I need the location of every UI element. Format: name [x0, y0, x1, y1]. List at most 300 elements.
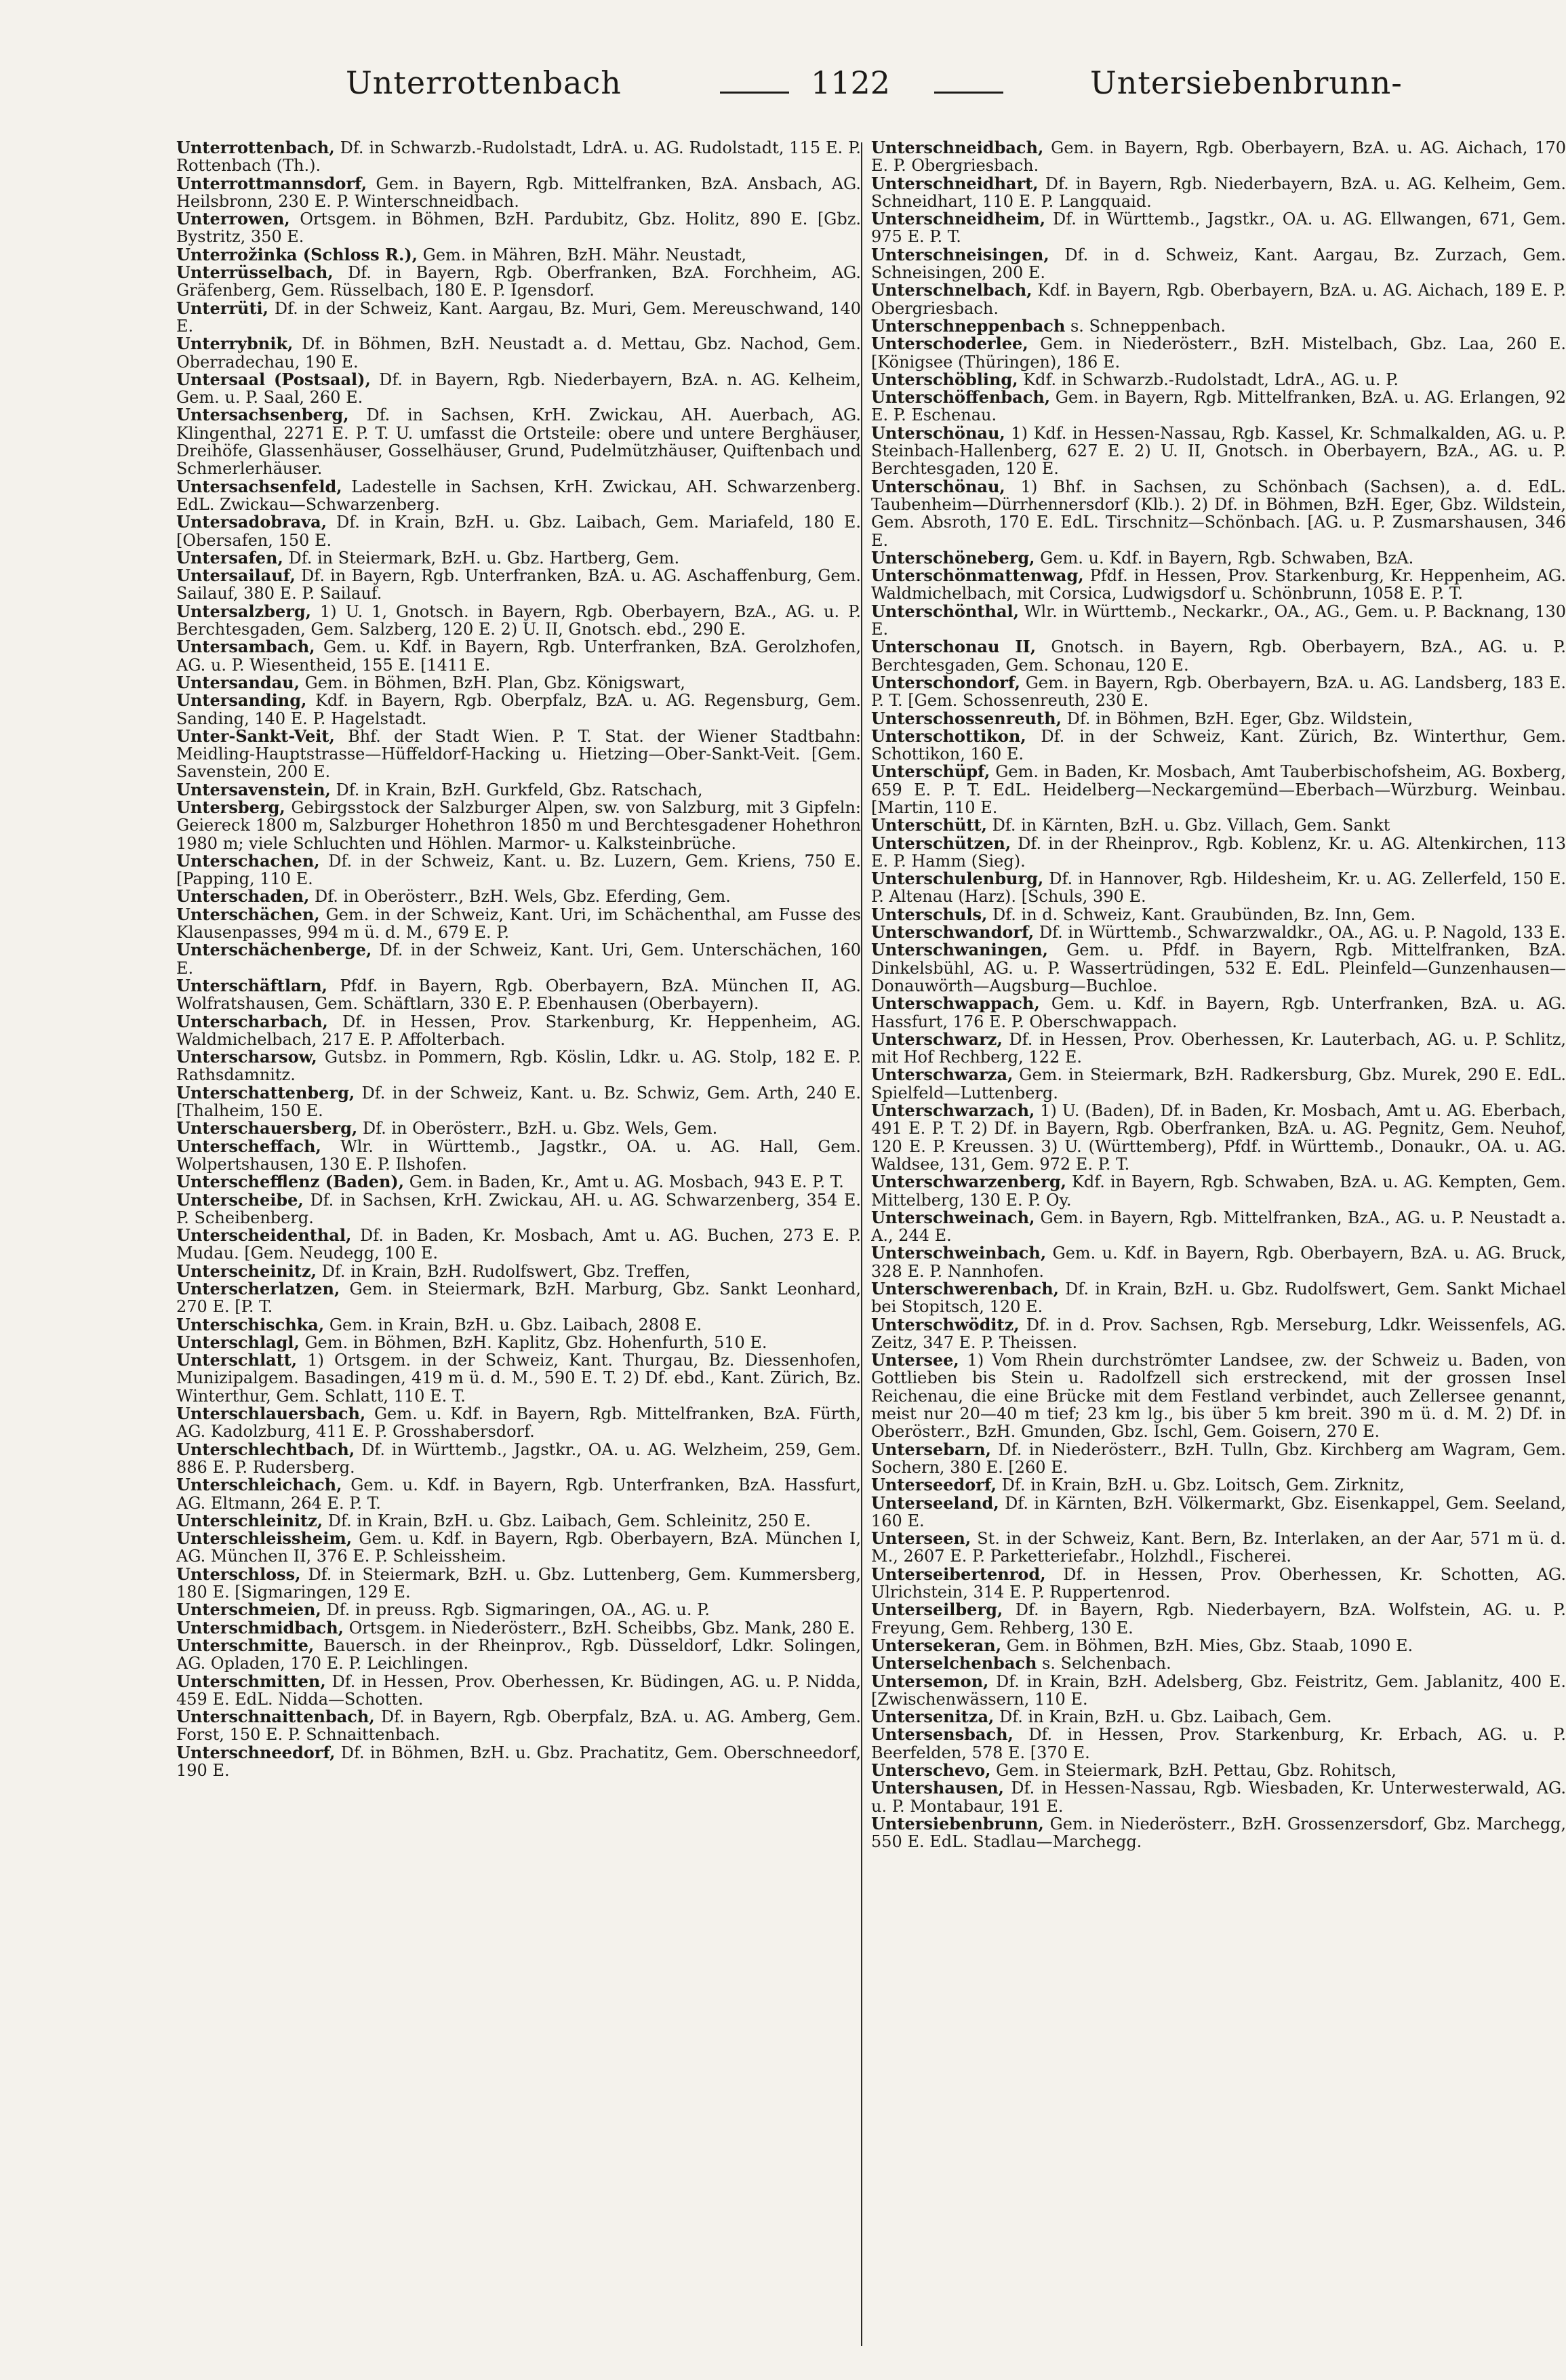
- entry-headword: Untersanding,: [176, 690, 307, 711]
- entry-headword: Unterschuls,: [871, 904, 988, 924]
- entry-headword: Untersebarn,: [871, 1439, 991, 1459]
- entry-text: Gem. in Bayern, Rgb. Oberbayern, BzA. u. AG. Aichach, 170 E. P. Obergriesbach.: [871, 139, 1566, 176]
- entry-headword: Unterschlagl,: [176, 1332, 300, 1352]
- left-column: [176, 139, 861, 2353]
- entry-text: Kdf. in Bayern, Rgb. Oberbayern, BzA. u. AG. Aichach, 189 E. P. Obergriesbach.: [871, 281, 1566, 318]
- column-divider: [861, 142, 862, 2346]
- entry-headword: Unterseeland,: [871, 1492, 999, 1513]
- entry-headword: Untersadobrava,: [176, 512, 327, 532]
- entry-text: Ortsgem. in Niederösterr., BzH. Scheibbs, Gbz. Mank, 280 E.: [344, 1618, 855, 1638]
- gazetteer-entry: [871, 906, 1566, 924]
- gazetteer-entry: [871, 1726, 1566, 1762]
- gazetteer-entry: [176, 1351, 861, 1405]
- entry-headword: Unterschleichach,: [176, 1475, 342, 1495]
- gazetteer-entry: [871, 1173, 1566, 1209]
- gazetteer-entry: [871, 1566, 1566, 1602]
- gazetteer-entry: [176, 781, 861, 799]
- entry-headword: Unterseilberg,: [871, 1600, 1003, 1620]
- entry-text: Wlr. in Württemb., Neckarkr., OA., AG., Gem. u. P. Backnang, 130 E.: [871, 601, 1566, 639]
- gazetteer-entry: [871, 941, 1566, 995]
- entry-text: Df. in Niederösterr., BzH. Tulln, Gbz. Kirchberg am Wagram, Gem. Sochern, 380 E. [260 E.: [871, 1440, 1566, 1477]
- entry-text: Df. in Steiermark, BzH. u. Gbz. Hartberg, Gem.: [283, 548, 680, 568]
- gazetteer-entry: [871, 1708, 1566, 1726]
- gazetteer-entry: [176, 300, 861, 336]
- entry-text: Df. in d. Prov. Sachsen, Rgb. Merseburg, Ldkr. Weissenfels, AG. Zeitz, 347 E. P. Theissen.: [871, 1315, 1566, 1352]
- entry-text: Gem. in der Schweiz, Kant. Uri, im Schächenthal, am Fusse des Klausenpasses, 994 m ü. d. M., 679 E. P.: [176, 905, 861, 943]
- gazetteer-entry: [871, 1637, 1566, 1654]
- entry-text: Gnotsch. in Bayern, Rgb. Oberbayern, BzA., AG. u. P. Berchtesgaden, Gem. Schonau, 120 E.: [871, 637, 1566, 675]
- gazetteer-entry: [871, 1815, 1566, 1851]
- entry-text: 1) Vom Rhein durchströmter Landsee, zw. der Schweiz u. Baden, von Gottlieben bis Stein u. Radolfzell sich erstreckend, mit der grossen Insel Reichenau, die eine Brücke mit dem Festland verbindet, auch Zellersee genannt, meist nur 20—40 m tief; 23 km lg., bis über 5 km breit. 390 m ü. d. M. 2) Df. in Oberösterr., BzH. Gmunden, Gbz. Ischl, Gem. Goisern, 270 E.: [871, 1351, 1566, 1442]
- entry-headword: Unterschwöditz,: [871, 1314, 1020, 1334]
- gazetteer-entry: [871, 389, 1566, 424]
- entry-text: Gebirgsstock der Salzburger Alpen, sw. von Salzburg, mit 3 Gipfeln: Geiereck 1800 m, Salzburger Hohethron 1850 m und Berchtesgadener Hohethron 1980 m; viele Schluchten und Höhlen. Marmor- u. Kalksteinbrüche.: [176, 797, 861, 853]
- entry-headword: Unterschüpf,: [871, 761, 990, 782]
- entry-headword: Untersberg,: [176, 797, 285, 817]
- entry-text: Gem. u. Pfdf. in Bayern, Rgb. Mittelfranken, BzA. Dinkelsbühl, AG. u. P. Wassertrüdingen, 532 E. EdL. Pleinfeld—Gunzenhausen—Donauwörth—Augsburg—Buchloe.: [871, 940, 1566, 995]
- entry-text: Df. in Böhmen, BzH. u. Gbz. Prachatitz, Gem. Oberschneedorf, 190 E.: [176, 1743, 861, 1781]
- entry-text: Gem. in Bayern, Rgb. Mittelfranken, BzA., AG. u. P. Neustadt a. A., 244 E.: [871, 1208, 1566, 1246]
- entry-text: Df. in der Schweiz, Kant. u. Bz. Luzern, Gem. Kriens, 750 E. [Papping, 110 E.: [176, 851, 861, 889]
- entry-text: Df. in Württemb., Jagstkr., OA. u. AG. Welzheim, 259, Gem. 886 E. P. Rudersberg.: [176, 1440, 861, 1477]
- entry-text: Ortsgem. in Böhmen, BzH. Pardubitz, Gbz. Holitz, 890 E. [Gbz. Bystritz, 350 E.: [176, 210, 861, 247]
- entry-text: Df. in Steiermark, BzH. u. Gbz. Luttenberg, Gem. Kummersberg, 180 E. [Sigmaringen, 129 E.: [176, 1564, 861, 1602]
- gazetteer-entry: [176, 567, 861, 603]
- entry-headword: Unterschneedorf,: [176, 1742, 336, 1762]
- gazetteer-entry: [176, 888, 861, 905]
- entry-headword: Untersalzberg,: [176, 601, 312, 621]
- entry-text: Bhf. der Stadt Wien. P. T. Stat. der Wiener Stadtbahn: Meidling-Hauptstrasse—Hüffeldorf-Hacking u. Hietzing—Ober-Sankt-Veit. [Gem. Savenstein, 200 E.: [176, 726, 861, 782]
- entry-headword: Unterschulenburg,: [871, 869, 1044, 889]
- entry-headword: Unterscheinitz,: [176, 1261, 317, 1281]
- entry-headword: Unterschattenberg,: [176, 1082, 355, 1103]
- gazetteer-entry: [176, 1334, 861, 1351]
- entry-headword: Untersambach,: [176, 637, 315, 657]
- entry-headword: Unterschönthal,: [871, 601, 1019, 621]
- entry-headword: Unterselchenbach: [871, 1653, 1037, 1673]
- entry-headword: Unterschöneberg,: [871, 547, 1035, 568]
- gazetteer-entry: [176, 406, 861, 477]
- entry-headword: Unterscheibe,: [176, 1189, 304, 1210]
- gazetteer-entry: [871, 1654, 1566, 1672]
- entry-text: Gem. in Böhmen, BzH. Mies, Gbz. Staab, 1090 E.: [1001, 1635, 1413, 1655]
- entry-text: Df. in Württemb., Schwarzwaldkr., OA., AG. u. P. Nagold, 133 E.: [1034, 923, 1566, 943]
- gazetteer-entry: [871, 139, 1566, 175]
- gazetteer-entry: [871, 674, 1566, 710]
- gazetteer-entry: [176, 1191, 861, 1227]
- entry-headword: Untersenitza,: [871, 1707, 995, 1727]
- entry-text: Df. in Hessen-Nassau, Rgb. Wiesbaden, Kr. Unterwesterwald, AG. u. P. Montabaur, 191 E.: [871, 1779, 1566, 1816]
- entry-text: Gem. in Mähren, BzH. Mähr. Neustadt,: [418, 245, 747, 264]
- gazetteer-entry: [176, 549, 861, 567]
- entry-text: Df. in Schwarzb.-Rudolstadt, LdrA. u. AG. Rudolstadt, 115 E. P. Rottenbach (Th.).: [176, 139, 861, 176]
- entry-headword: Unterschmeien,: [176, 1600, 321, 1620]
- right-column: [871, 139, 1566, 2353]
- entry-text: Gem. u. Kdf. in Bayern, Rgb. Unterfranken, BzA. u. AG. Hassfurt, 176 E. P. Oberschwappach.: [871, 994, 1566, 1031]
- entry-headword: Unterschaden,: [176, 886, 310, 907]
- entry-headword: Unter-Sankt-Veit,: [176, 726, 335, 746]
- gazetteer-entry: [176, 1708, 861, 1744]
- entry-headword: Unterschweinbach,: [871, 1243, 1047, 1263]
- entry-text: Df. in Bayern, Rgb. Oberpfalz, BzA. u. AG. Amberg, Gem. Forst, 150 E. P. Schnaittenbach.: [176, 1707, 861, 1745]
- gazetteer-entry: [176, 210, 861, 246]
- entry-text: Df. in Hessen, Prov. Starkenburg, Kr. Heppenheim, AG. Waldmichelbach, 217 E. P. Affolterbach.: [176, 1012, 861, 1049]
- entry-text: Df. in Oberösterr., BzH. Wels, Gbz. Eferding, Gem.: [309, 887, 731, 907]
- entry-text: Gutsbz. in Pommern, Rgb. Köslin, Ldkr. u. AG. Stolp, 182 E. P. Rathsdamnitz.: [176, 1048, 861, 1085]
- entry-text: 1) Ortsgem. in der Schweiz, Kant. Thurgau, Bz. Diessenhofen, Munizipalgem. Basadingen, 419 m ü. d. M., 590 E. T. 2) Df. ebd., Kant. Zürich, Bz. Winterthur, Gem. Schlatt, 110 E. T.: [176, 1351, 861, 1406]
- entry-headword: Unterschönau,: [871, 422, 1005, 443]
- gazetteer-entry: [871, 816, 1566, 834]
- gazetteer-entry: [176, 478, 861, 514]
- entry-headword: Unterschwaningen,: [871, 940, 1049, 960]
- gazetteer-entry: [176, 906, 861, 942]
- gazetteer-entry: [176, 1048, 861, 1084]
- entry-headword: Unterschwandorf,: [871, 922, 1035, 943]
- gazetteer-entry: [176, 692, 861, 728]
- gazetteer-entry: [176, 674, 861, 692]
- entry-headword: Unterschnaittenbach,: [176, 1707, 375, 1727]
- entry-headword: Unterschloss,: [176, 1564, 301, 1584]
- gazetteer-entry: [871, 1066, 1566, 1102]
- entry-headword: Unterschmitten,: [176, 1671, 326, 1691]
- entry-text: Kdf. in Schwarzb.-Rudolstadt, LdrA., AG. u. P.: [1018, 370, 1399, 389]
- entry-headword: Unterrybnik,: [176, 334, 294, 354]
- entry-headword: Untersafen,: [176, 547, 283, 568]
- entry-headword: Unterschneppenbach: [871, 315, 1066, 336]
- entry-text: Df. in Krain, BzH. Rudolfswert, Gbz. Treffen,: [316, 1261, 691, 1281]
- entry-headword: Unterrottmannsdorf,: [176, 173, 367, 193]
- entry-text: Df. in Krain, BzH. Adelsberg, Gbz. Feistritz, Gem. Jablanitz, 400 E. [Zwischenwässern, 110 E.: [871, 1671, 1566, 1709]
- entry-headword: Unterschmitte,: [176, 1635, 315, 1655]
- entry-headword: Untersensbach,: [871, 1724, 1013, 1745]
- entry-text: 1) Bhf. in Sachsen, zu Schönbach (Sachsen), a. d. EdL. Taubenheim—Dürrhennersdorf (Klb.). 2) Df. in Böhmen, BzH. Eger, Gbz. Wildstein, Gem. Absroth, 170 E. EdL. Tirschnitz—Schönbach. [AG. u. P. Zusmarshausen, 346 E.: [871, 477, 1566, 550]
- gazetteer-entry: [176, 1084, 861, 1120]
- gazetteer-entry: [176, 371, 861, 407]
- gazetteer-entry: [176, 1280, 861, 1316]
- entry-text: Df. in Kärnten, BzH. Völkermarkt, Gbz. Eisenkappel, Gem. Seeland, 160 E.: [871, 1493, 1566, 1530]
- gazetteer-entry: [176, 977, 861, 1013]
- entry-text: s. Selchenbach.: [1037, 1654, 1171, 1673]
- gazetteer-entry: [176, 1138, 861, 1174]
- entry-text: Df. in Krain, BzH. u. Gbz. Loitsch, Gem. Zirknitz,: [997, 1475, 1405, 1495]
- page-header: [0, 64, 1566, 119]
- gazetteer-entry: [871, 1779, 1566, 1815]
- gazetteer-entry: [176, 728, 861, 781]
- gazetteer-entry: [871, 371, 1566, 389]
- gazetteer-entry: [176, 941, 861, 977]
- gazetteer-entry: [176, 264, 861, 300]
- gazetteer-entry: [871, 1601, 1566, 1637]
- gazetteer-entry: [871, 317, 1566, 335]
- gazetteer-entry: [871, 1244, 1566, 1280]
- entry-text: Gem. in Niederösterr., BzH. Mistelbach, Gbz. Laa, 260 E. [Königsee (Thüringen), 186 E.: [871, 334, 1566, 372]
- entry-text: Df. in Böhmen, BzH. Neustadt a. d. Mettau, Gbz. Nachod, Gem. Oberradechau, 190 E.: [176, 334, 861, 372]
- entry-headword: Unterschneidbach,: [871, 139, 1044, 157]
- entry-text: Gem. in Böhmen, BzH. Plan, Gbz. Königswart,: [300, 673, 685, 692]
- entry-text: Pfdf. in Bayern, Rgb. Oberbayern, BzA. München II, AG. Wolfratshausen, Gem. Schäftlarn, 330 E. P. Ebenhausen (Oberbayern).: [176, 976, 861, 1014]
- gazetteer-entry: [871, 924, 1566, 941]
- gazetteer-entry: [871, 281, 1566, 317]
- gazetteer-entry: [176, 1744, 861, 1780]
- entry-text: Kdf. in Bayern, Rgb. Schwaben, BzA. u. AG. Kempten, Gem. Mittelberg, 130 E. P. Oy.: [871, 1172, 1566, 1210]
- entry-text: Gem. u. Kdf. in Bayern, Rgb. Mittelfranken, BzA. Fürth, AG. Kadolzburg, 411 E. P. Grosshabersdorf.: [176, 1404, 861, 1442]
- entry-text: Df. in der Schweiz, Kant. Aargau, Bz. Muri, Gem. Mereuschwand, 140 E.: [176, 298, 861, 336]
- entry-text: Kdf. in Bayern, Rgb. Oberpfalz, BzA. u. AG. Regensburg, Gem. Sanding, 140 E. P. Hagelstadt.: [176, 691, 861, 728]
- gazetteer-entry: [176, 1441, 861, 1477]
- entry-headword: Unterschneisingen,: [871, 244, 1049, 264]
- entry-headword: Untershausen,: [871, 1778, 1004, 1798]
- entry-text: Bauersch. in der Rheinprov., Rgb. Düsseldorf, Ldkr. Solingen, AG. Opladen, 170 E. P. Leichlingen.: [176, 1635, 861, 1673]
- gazetteer-entry: [176, 1637, 861, 1673]
- gazetteer-entry: [871, 1102, 1566, 1173]
- entry-headword: Unterschütt,: [871, 815, 987, 835]
- entry-headword: Unterscheidenthal,: [176, 1225, 352, 1246]
- entry-text: Df. in Hessen, Prov. Oberhessen, Kr. Büdingen, AG. u. P. Nidda, 459 E. EdL. Nidda—Schotten.: [176, 1671, 861, 1709]
- entry-text: 1) U. (Baden), Df. in Baden, Kr. Mosbach, Amt u. AG. Eberbach, 491 E. P. T. 2) Df. in Bayern, Rgb. Oberfranken, BzA. u. AG. Pegnitz, Gem. Neuhof, 120 E. P. Kreussen. 3) U. (Württemberg), Pfdf. in Württemb., Donaukr., OA. u. AG. Waldsee, 131, Gem. 972 E. P. T.: [871, 1101, 1566, 1174]
- gazetteer-entry: [176, 799, 861, 852]
- entry-text: Pfdf. in Hessen, Prov. Starkenburg, Kr. Heppenheim, AG. Waldmichelbach, mit Corsica, Ludwigsdorf u. Schönbrunn, 1058 E. P. T.: [871, 566, 1566, 603]
- gazetteer-entry: [176, 1530, 861, 1566]
- running-head-left: Unterrottenbach: [346, 64, 622, 101]
- gazetteer-entry: [871, 1031, 1566, 1067]
- header-dash-left: [720, 92, 789, 94]
- running-head-right: Untersiebenbrunn-: [1090, 64, 1403, 101]
- gazetteer-entry: [176, 603, 861, 639]
- entry-text: Df. in Bayern, Rgb. Niederbayern, BzA. u. AG. Kelheim, Gem. Schneidhart, 110 E. P. Langquaid.: [871, 174, 1566, 211]
- entry-headword: Unterscharbach,: [176, 1011, 328, 1031]
- entry-headword: Unterseedorf,: [871, 1475, 997, 1495]
- entry-text: Df. in der Schweiz, Kant. Zürich, Bz. Winterthur, Gem. Schottikon, 160 E.: [871, 726, 1566, 764]
- gazetteer-entry: [871, 1351, 1566, 1440]
- gazetteer-entry: [871, 1316, 1566, 1352]
- entry-text: Df. in Krain, BzH. u. Gbz. Laibach, Gem.: [994, 1707, 1332, 1727]
- gazetteer-entry: [176, 1013, 861, 1049]
- gazetteer-entry: [871, 835, 1566, 871]
- entry-headword: Unterseen,: [871, 1528, 971, 1549]
- entry-text: Df. in Hessen, Prov. Oberhessen, Kr. Schotten, AG. Ulrichstein, 314 E. P. Ruppertenrod.: [871, 1564, 1566, 1602]
- entry-text: Gem. in Steiermark, BzH. Marburg, Gbz. Sankt Leonhard, 270 E. [P. T.: [176, 1280, 861, 1317]
- gazetteer-entry: [871, 478, 1566, 549]
- entry-headword: Unterschlechtbach,: [176, 1439, 355, 1459]
- gazetteer-entry: [871, 246, 1566, 282]
- entry-headword: Unterschottikon,: [871, 726, 1026, 746]
- entry-headword: Untersaal (Postsaal),: [176, 369, 371, 389]
- entry-headword: Unterschischka,: [176, 1314, 325, 1334]
- entry-text: Gem. u. Kdf. in Bayern, Rgb. Schwaben, BzA.: [1035, 548, 1414, 568]
- entry-text: Gem. in Bayern, Rgb. Mittelfranken, BzA. Ansbach, AG. Heilsbronn, 230 E. P. Winterschneidbach.: [176, 174, 861, 211]
- entry-text: Df. in Böhmen, BzH. Eger, Gbz. Wildstein,: [1061, 709, 1413, 728]
- entry-headword: Unterschleissheim,: [176, 1528, 353, 1549]
- gazetteer-entry: [871, 549, 1566, 567]
- entry-headword: Unterschöbling,: [871, 369, 1018, 389]
- gazetteer-entry: [871, 995, 1566, 1031]
- entry-headword: Unterschoderlee,: [871, 334, 1028, 354]
- entry-text: 1) U. 1, Gnotsch. in Bayern, Rgb. Oberbayern, BzA., AG. u. P. Berchtesgaden, Gem. Salzberg, 120 E. 2) U. II, Gnotsch. ebd., 290 E.: [176, 601, 861, 639]
- entry-headword: Untersemon,: [871, 1671, 989, 1691]
- entry-headword: Untersachsenberg,: [176, 405, 349, 425]
- entry-text: Gem. in Steiermark, BzH. Pettau, Gbz. Rohitsch,: [990, 1761, 1397, 1781]
- entry-headword: Unterscharsow,: [176, 1047, 317, 1067]
- header-dash-right: [934, 92, 1003, 94]
- entry-headword: Unterschauersberg,: [176, 1118, 358, 1138]
- gazetteer-entry: [871, 1209, 1566, 1245]
- gazetteer-entry: [176, 1173, 861, 1191]
- entry-headword: Unterschneidhart,: [871, 173, 1039, 193]
- entry-text: Df. in Oberösterr., BzH. u. Gbz. Wels, Gem.: [357, 1119, 718, 1138]
- entry-headword: Untersee,: [871, 1350, 959, 1370]
- gazetteer-entry: [871, 603, 1566, 639]
- entry-headword: Unterrottenbach,: [176, 139, 335, 157]
- entry-headword: Untersiebenbrunn,: [871, 1813, 1044, 1833]
- gazetteer-entry: [176, 1227, 861, 1263]
- entry-headword: Unterschneidheim,: [871, 209, 1046, 229]
- entry-text: Ladestelle in Sachsen, KrH. Zwickau, AH. Schwarzenberg. EdL. Zwickau—Schwarzenberg.: [176, 477, 861, 514]
- entry-headword: Unterschachen,: [176, 850, 320, 871]
- gazetteer-entry: [176, 1316, 861, 1334]
- entry-text: Gem. u. Kdf. in Bayern, Rgb. Unterfranken, BzA. Hassfurt, AG. Eltmann, 264 E. P. T.: [176, 1475, 861, 1513]
- entry-text: Gem. u. Kdf. in Bayern, Rgb. Oberbayern, BzA. u. AG. Bruck, 328 E. P. Nannhofen.: [871, 1244, 1566, 1281]
- entry-headword: Unterschefflenz (Baden),: [176, 1172, 405, 1192]
- entry-text: Df. in d. Schweiz, Kant. Graubünden, Bz. Inn, Gem.: [987, 905, 1416, 924]
- gazetteer-entry: [176, 1566, 861, 1602]
- entry-headword: Unterrüti,: [176, 298, 269, 318]
- entry-headword: Unterrowen,: [176, 209, 290, 229]
- entry-text: Df. in der Schweiz, Kant. u. Bz. Schwiz, Gem. Arth, 240 E. [Thalheim, 150 E.: [176, 1083, 861, 1121]
- gazetteer-entry: [871, 710, 1566, 728]
- entry-text: 1) Kdf. in Hessen-Nassau, Rgb. Kassel, Kr. Schmalkalden, AG. u. P. Steinbach-Hallenberg, 627 E. 2) U. II, Gnotsch. in Oberbayern, BzA., AG. u. P. Berchtesgaden, 120 E.: [871, 423, 1566, 479]
- entry-text: Df. in Bayern, Rgb. Oberfranken, BzA. Forchheim, AG. Gräfenberg, Gem. Rüsselbach, 180 E. P. Igensdorf.: [176, 263, 861, 300]
- gazetteer-entry: [871, 1476, 1566, 1494]
- entry-text: Wlr. in Württemb., Jagstkr., OA. u. AG. Hall, Gem. Wolpertshausen, 130 E. P. Ilshofen.: [176, 1136, 861, 1174]
- entry-text: Df. in Sachsen, KrH. Zwickau, AH. u. AG. Schwarzenberg, 354 E. P. Scheibenberg.: [176, 1190, 861, 1227]
- gazetteer-entry: [176, 175, 861, 211]
- entry-text: Df. in Hessen, Prov. Oberhessen, Kr. Lauterbach, AG. u. P. Schlitz, mit Hof Rechberg, 122 E.: [871, 1029, 1566, 1067]
- entry-text: Df. in Bayern, Rgb. Niederbayern, BzA. Wolfstein, AG. u. P. Freyung, Gem. Rehberg, 130 E.: [871, 1600, 1566, 1638]
- gazetteer-entry: [176, 1619, 861, 1637]
- gazetteer-entry: [871, 638, 1566, 674]
- entry-text: Df. in Sachsen, KrH. Zwickau, AH. Auerbach, AG. Klingenthal, 2271 E. P. T. U. umfasst die Ortsteile: obere und untere Berghäuser, Dreihöfe, Glassenhäuser, Gosselhäuser, Grund, Pudelmützhäuser, Quiftenbach und Schmerlerhäuser.: [176, 405, 861, 479]
- entry-text: Df. in der Rheinprov., Rgb. Koblenz, Kr. u. AG. Altenkirchen, 113 E. P. Hamm (Sieg).: [871, 833, 1566, 871]
- gazetteer-entry: [871, 1530, 1566, 1566]
- entry-headword: Unterschwarzach,: [871, 1100, 1035, 1121]
- entry-text: Df. in Krain, BzH. u. Gbz. Laibach, Gem. Schleinitz, 250 E.: [323, 1511, 811, 1530]
- entry-text: Df. in Württemb., Jagstkr., OA. u. AG. Ellwangen, 671, Gem. 975 E. P. T.: [871, 210, 1566, 247]
- entry-headword: Unterschächen,: [176, 904, 320, 924]
- gazetteer-entry: [871, 210, 1566, 246]
- entry-text: Gem. in Baden, Kr. Mosbach, Amt Tauberbischofsheim, AG. Boxberg, 659 E. P. T. EdL. Heidelberg—Neckargemünd—Eberbach—Würzburg. Weinbau. [Martin, 110 E.: [871, 762, 1566, 817]
- entry-headword: Unterschleinitz,: [176, 1510, 323, 1530]
- entry-text: Df. in Hannover, Rgb. Hildesheim, Kr. u. AG. Zellerfeld, 150 E. P. Altenau (Harz). [Schuls, 390 E.: [871, 869, 1566, 907]
- entry-headword: Unterschönau,: [871, 476, 1005, 496]
- gazetteer-entry: [871, 1280, 1566, 1316]
- entry-headword: Unterrožinka (Schloss R.),: [176, 244, 418, 264]
- entry-text: Df. in Hessen, Prov. Starkenburg, Kr. Erbach, AG. u. P. Beerfelden, 578 E. [370 E.: [871, 1725, 1566, 1762]
- entry-text: Df. in der Schweiz, Kant. Uri, Gem. Unterschächen, 160 E.: [176, 940, 861, 978]
- entry-headword: Unterschlatt,: [176, 1350, 298, 1370]
- entry-text: Df. in Kärnten, BzH. u. Gbz. Villach, Gem. Sankt: [986, 816, 1390, 835]
- entry-text: Df. in Krain, BzH. Gurkfeld, Gbz. Ratschach,: [330, 780, 703, 799]
- entry-text: St. in der Schweiz, Kant. Bern, Bz. Interlaken, an der Aar, 571 m ü. d. M., 2607 E. P. Parketteriefabr., Holzhdl., Fischerei.: [871, 1529, 1566, 1566]
- entry-headword: Unterseibertenrod,: [871, 1564, 1046, 1584]
- entry-headword: Untersekeran,: [871, 1635, 1002, 1655]
- entry-text: Gem. u. Kdf. in Bayern, Rgb. Oberbayern, BzA. München I, AG. München II, 376 E. P. Schleissheim.: [176, 1529, 861, 1566]
- entry-headword: Unterschonau II,: [871, 637, 1037, 657]
- gazetteer-entry: [871, 1441, 1566, 1477]
- entry-headword: Unterrüsselbach,: [176, 262, 334, 283]
- gazetteer-entry: [176, 335, 861, 371]
- entry-text: Df. in Baden, Kr. Mosbach, Amt u. AG. Buchen, 273 E. P. Mudau. [Gem. Neudegg, 100 E.: [176, 1226, 861, 1263]
- entry-headword: Unterschäftlarn,: [176, 975, 328, 995]
- entry-text: Gem. in Böhmen, BzH. Kaplitz, Gbz. Hohenfurth, 510 E.: [299, 1332, 767, 1352]
- entry-headword: Unterschächenberge,: [176, 940, 372, 960]
- entry-headword: Unterschöffenbach,: [871, 387, 1051, 408]
- gazetteer-entry: [176, 1601, 861, 1619]
- entry-headword: Untersachsenfeld,: [176, 476, 342, 496]
- entry-text: Df. in Krain, BzH. u. Gbz. Laibach, Gem. Mariafeld, 180 E. [Obersafen, 150 E.: [176, 513, 861, 550]
- gazetteer-entry: [176, 1263, 861, 1280]
- entry-headword: Unterschwarz,: [871, 1029, 1003, 1049]
- gazetteer-entry: [176, 1119, 861, 1137]
- gazetteer-entry: [176, 852, 861, 888]
- gazetteer-entry: [176, 1512, 861, 1530]
- entry-headword: Unterschmidbach,: [176, 1617, 344, 1638]
- gazetteer-entry: [871, 335, 1566, 371]
- gazetteer-entry: [176, 139, 861, 175]
- gazetteer-entry: [176, 638, 861, 674]
- entry-headword: Unterschnelbach,: [871, 280, 1032, 300]
- gazetteer-entry: [176, 1673, 861, 1709]
- entry-text: Gem. in Krain, BzH. u. Gbz. Laibach, 2808 E.: [324, 1315, 702, 1334]
- entry-headword: Unterschevo,: [871, 1760, 991, 1781]
- entry-headword: Untersavenstein,: [176, 779, 331, 799]
- gazetteer-entry: [176, 1405, 861, 1441]
- entry-text: Gem. in Bayern, Rgb. Oberbayern, BzA. u. AG. Landsberg, 183 E. P. T. [Gem. Schossenreuth, 230 E.: [871, 673, 1566, 711]
- entry-headword: Unterscheffach,: [176, 1136, 321, 1156]
- entry-text: Gem. in Steiermark, BzH. Radkersburg, Gbz. Murek, 290 E. EdL. Spielfeld—Luttenberg.: [871, 1065, 1566, 1103]
- gazetteer-entry: [176, 513, 861, 549]
- entry-text: Df. in Bayern, Rgb. Unterfranken, BzA. u. AG. Aschaffenburg, Gem. Sailauf, 380 E. P. Sailauf.: [176, 566, 861, 603]
- gazetteer-entry: [871, 763, 1566, 816]
- entry-headword: Unterschwarzenberg,: [871, 1172, 1066, 1192]
- entry-headword: Unterschlauersbach,: [176, 1404, 366, 1424]
- entry-text: Df. in Bayern, Rgb. Niederbayern, BzA. n. AG. Kelheim, Gem. u. P. Saal, 260 E.: [176, 370, 861, 408]
- entry-text: Df. in Krain, BzH. u. Gbz. Rudolfswert, Gem. Sankt Michael bei Stopitsch, 120 E.: [871, 1280, 1566, 1317]
- entry-text: Df. in d. Schweiz, Kant. Aargau, Bz. Zurzach, Gem. Schneisingen, 200 E.: [871, 245, 1566, 283]
- entry-headword: Unterschossenreuth,: [871, 708, 1062, 728]
- page-number: 1122: [811, 64, 891, 101]
- gazetteer-entry: [871, 175, 1566, 211]
- gazetteer-entry: [871, 870, 1566, 906]
- gazetteer-entry: [871, 424, 1566, 478]
- entry-text: Gem. u. Kdf. in Bayern, Rgb. Unterfranken, BzA. Gerolzhofen, AG. u. P. Wiesentheid, 155 E. [1411 E.: [176, 637, 861, 675]
- entry-headword: Unterschönmattenwag,: [871, 566, 1084, 586]
- entry-text: Df. in preuss. Rgb. Sigmaringen, OA., AG. u. P.: [321, 1600, 710, 1620]
- entry-text: Gem. in Bayern, Rgb. Mittelfranken, BzA. u. AG. Erlangen, 92 E. P. Eschenau.: [871, 388, 1566, 425]
- entry-headword: Unterschützen,: [871, 833, 1011, 853]
- entry-text: Gem. in Baden, Kr., Amt u. AG. Mosbach, 943 E. P. T.: [404, 1172, 844, 1192]
- gazetteer-entry: [176, 246, 861, 264]
- gazetteer-entry: [176, 1476, 861, 1512]
- entry-headword: Unterschwerenbach,: [871, 1279, 1059, 1298]
- entry-headword: Untersandau,: [176, 672, 300, 692]
- entry-headword: Untersailauf,: [176, 566, 296, 586]
- entry-headword: Unterschwarza,: [871, 1065, 1013, 1085]
- gazetteer-entry: [871, 728, 1566, 763]
- entry-headword: Unterschondorf,: [871, 672, 1020, 692]
- entry-text: Gem. in Niederösterr., BzH. Grossenzersdorf, Gbz. Marchegg, 550 E. EdL. Stadlau—Marchegg.: [871, 1814, 1566, 1852]
- entry-text: s. Schneppenbach.: [1065, 316, 1226, 336]
- gazetteer-entry: [871, 567, 1566, 603]
